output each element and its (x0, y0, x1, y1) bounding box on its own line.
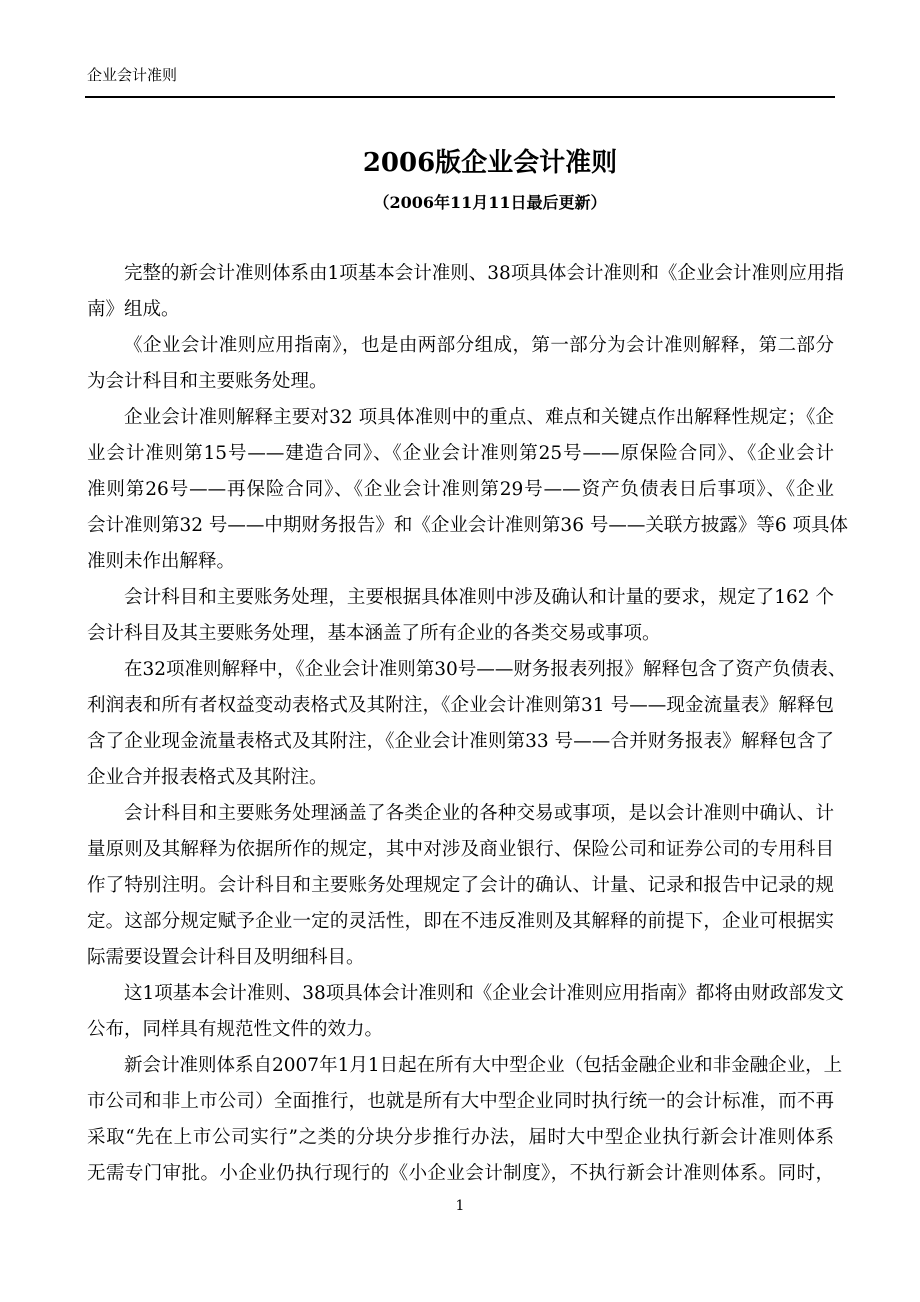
paragraph (87, 580, 834, 652)
text-line: 际需要设置会计科目及明细科目。 (87, 947, 365, 968)
text-line: 采取“先在上市公司实行”之类的分块分步推行办法，届时大中型企业执行新会计准则体系 (87, 1127, 834, 1148)
text-line: 新会计准则体系自2007年1月1日起在所有大中型企业（包括金融企业和非金融企业，上 (124, 1055, 843, 1076)
page-number: 1 (455, 1198, 465, 1214)
text-line: 《企业会计准则应用指南》，也是由两部分组成，第一部分为会计准则解释，第二部分 (124, 335, 834, 356)
text-line: 准则第26号——再保险合同》、《企业会计准则第29号——资产负债表日后事项》、《企业 (87, 479, 834, 500)
text-line: 企业合并报表格式及其附注。 (87, 767, 328, 788)
text-line: 会计科目和主要账务处理，主要根据具体准则中涉及确认和计量的要求，规定了162 个 (124, 587, 834, 608)
document-title: 2006版企业会计准则 (362, 148, 618, 178)
text-line: 业会计准则第15号——建造合同》、《企业会计准则第25号——原保险合同》、《企业会计 (87, 443, 834, 464)
text-line: 为会计科目和主要账务处理。 (87, 371, 328, 392)
paragraph (87, 976, 844, 1048)
text-line: 这1项基本会计准则、38项具体会计准则和《企业会计准则应用指南》都将由财政部发文 (124, 983, 844, 1004)
text-line: 市公司和非上市公司）全面推行，也就是所有大中型企业同时执行统一的会计标准，而不再 (87, 1091, 834, 1112)
text-line: 准则未作出解释。 (87, 551, 236, 572)
text-line: 企业会计准则解释主要对32 项具体准则中的重点、难点和关键点作出解释性规定；《企 (124, 407, 834, 428)
paragraph (87, 796, 834, 976)
running-header: 企业会计准则 (87, 66, 178, 84)
text-line: 作了特别注明。会计科目和主要账务处理规定了会计的确认、计量、记录和报告中记录的规 (87, 875, 834, 896)
header-rule (85, 96, 835, 98)
text-line: 公布，同样具有规范性文件的效力。 (87, 1019, 384, 1040)
text-line: 含了企业现金流量表格式及其附注，《企业会计准则第33 号——合并财务报表》解释包含了 (87, 731, 834, 752)
text-line: 南》组成。 (87, 299, 180, 320)
text-line: 定。这部分规定赋予企业一定的灵活性，即在不违反准则及其解释的前提下，企业可根据实 (87, 911, 834, 932)
text-line: 无需专门审批。小企业仍执行现行的《小企业会计制度》，不执行新会计准则体系。同时， (87, 1163, 834, 1184)
paragraph (87, 1048, 843, 1192)
text-line: 完整的新会计准则体系由1项基本会计准则、38项具体会计准则和《企业会计准则应用指 (124, 263, 844, 284)
text-line: 会计科目和主要账务处理涵盖了各类企业的各种交易或事项，是以会计准则中确认、计 (124, 803, 834, 824)
paragraph (87, 256, 844, 328)
paragraph (87, 328, 834, 400)
text-line: 会计科目及其主要账务处理，基本涵盖了所有企业的各类交易或事项。 (87, 623, 661, 644)
paragraph (87, 400, 848, 580)
text-line: 会计准则第32 号——中期财务报告》和《企业会计准则第36 号——关联方披露》等6 项具体 (87, 515, 848, 536)
document-subtitle: （2006年11月11日最后更新） (373, 193, 607, 212)
text-line: 在32项准则解释中，《企业会计准则第30号——财务报表列报》解释包含了资产负债表、 (124, 659, 847, 680)
text-line: 量原则及其解释为依据所作的规定，其中对涉及商业银行、保险公司和证券公司的专用科目 (87, 839, 834, 860)
document-body (87, 256, 848, 1192)
paragraph (87, 652, 847, 796)
text-line: 利润表和所有者权益变动表格式及其附注，《企业会计准则第31 号——现金流量表》解释包 (87, 695, 834, 716)
